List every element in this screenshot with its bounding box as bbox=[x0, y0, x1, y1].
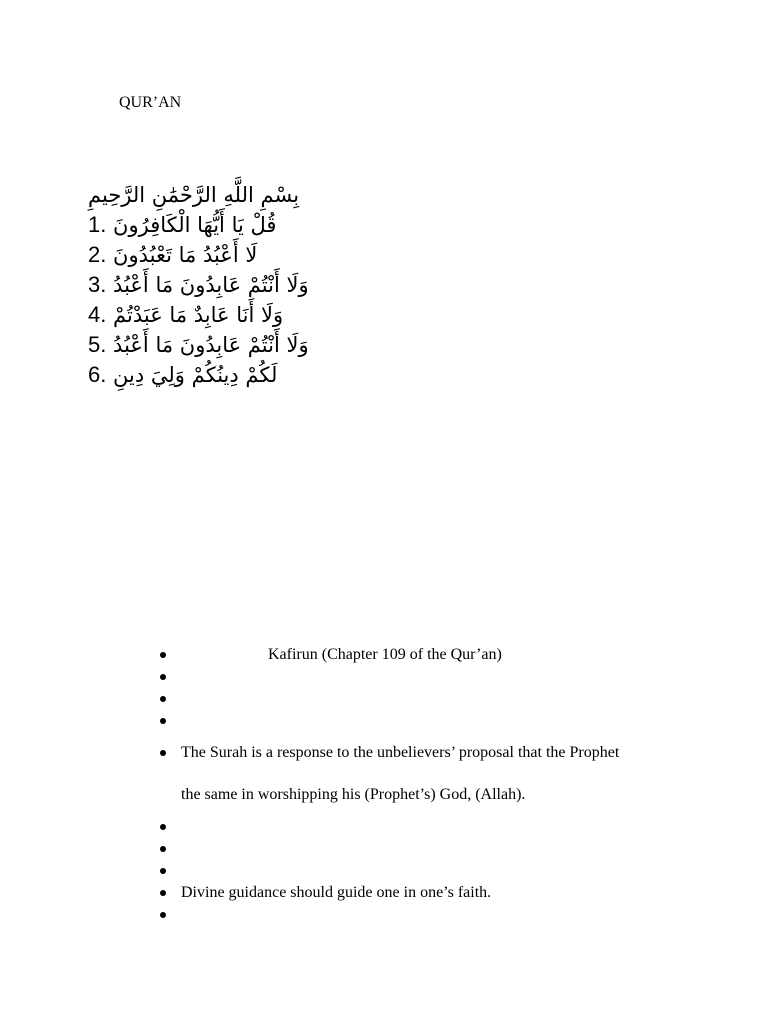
bullet-icon bbox=[160, 750, 166, 756]
verse-line-1 bbox=[88, 210, 468, 240]
bullet-icon bbox=[160, 674, 166, 680]
notes-bullet-list bbox=[160, 644, 720, 926]
list-item bbox=[160, 838, 720, 860]
bullet-icon bbox=[160, 912, 166, 918]
verse-number: 3. bbox=[88, 272, 107, 297]
list-item bbox=[160, 816, 720, 838]
basmala-line bbox=[88, 180, 468, 210]
chapter-title: Kafirun (Chapter 109 of the Qur’an) bbox=[268, 646, 502, 663]
verse-text: لَا أَعْبُدُ مَا تَعْبُدُونَ bbox=[113, 243, 258, 267]
page-title: QUR’AN bbox=[119, 94, 182, 111]
verse-line-5 bbox=[88, 330, 468, 360]
list-item bbox=[160, 860, 720, 882]
list-item bbox=[160, 904, 720, 926]
verse-text: وَلَا أَنَا عَابِدٌ مَا عَبَدْتُمْ bbox=[113, 303, 284, 327]
bullet-icon bbox=[160, 846, 166, 852]
verse-line-3 bbox=[88, 270, 468, 300]
guidance-note: Divine guidance should guide one in one’s faith. bbox=[181, 884, 492, 901]
bullet-icon bbox=[160, 824, 166, 830]
verse-text: لَكُمْ دِينُكُمْ وَلِيَ دِينِ bbox=[113, 363, 278, 387]
verse-number: 1. bbox=[88, 212, 107, 237]
list-item bbox=[160, 710, 720, 732]
verse-number: 4. bbox=[88, 302, 107, 327]
bullet-icon bbox=[160, 652, 166, 658]
bullet-icon bbox=[160, 718, 166, 724]
list-item bbox=[160, 644, 720, 666]
bullet-icon bbox=[160, 696, 166, 702]
verse-text: قُلْ يَا أَيُّهَا الْكَافِرُونَ bbox=[113, 213, 277, 237]
bullet-icon bbox=[160, 890, 166, 896]
list-item bbox=[160, 732, 720, 816]
response-note-line-1: The Surah is a response to the unbelievers’ proposal that the Prophet bbox=[181, 744, 620, 761]
list-item bbox=[160, 882, 720, 904]
verse-text: وَلَا أَنْتُمْ عَابِدُونَ مَا أَعْبُدُ bbox=[113, 273, 309, 297]
response-note-line-2: the same in worshipping his (Prophet’s) God, (Allah). bbox=[181, 786, 526, 803]
verse-number: 5. bbox=[88, 332, 107, 357]
verse-line-2 bbox=[88, 240, 468, 270]
list-item bbox=[160, 666, 720, 688]
verse-number: 6. bbox=[88, 362, 107, 387]
verse-text: وَلَا أَنْتُمْ عَابِدُونَ مَا أَعْبُدُ bbox=[113, 333, 309, 357]
verse-line-4 bbox=[88, 300, 468, 330]
list-item bbox=[160, 688, 720, 710]
verse-number: 2. bbox=[88, 242, 107, 267]
basmala-text: بِسْمِ اللَّهِ الرَّحْمَٰنِ الرَّحِيمِ bbox=[88, 183, 300, 207]
surah-text-block bbox=[88, 180, 468, 390]
bullet-icon bbox=[160, 868, 166, 874]
verse-line-6 bbox=[88, 360, 468, 390]
